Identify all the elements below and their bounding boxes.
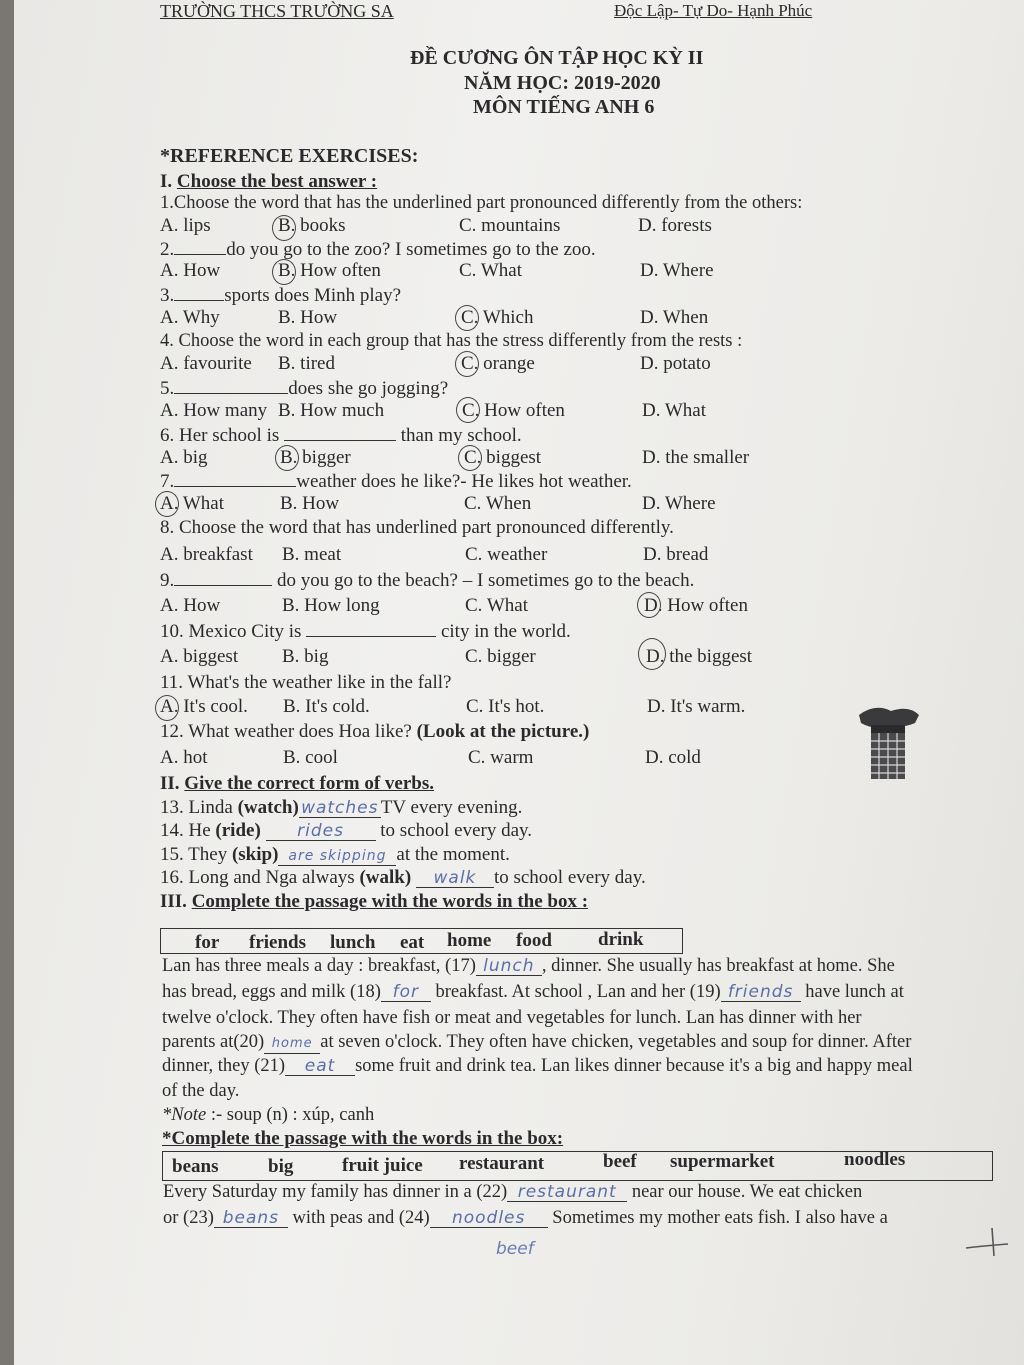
section-3-heading: III. Complete the passage with the words in the box :: [160, 891, 589, 912]
q11-option-c: C. It's hot.: [466, 696, 545, 717]
question-8: 8. Choose the word that has underlined part pronounced differently.: [160, 517, 674, 538]
q7-option-b: B. How: [280, 493, 340, 514]
q8-option-b: B. meat: [282, 544, 342, 565]
answer-23: beans: [214, 1209, 288, 1228]
section-1-heading: I. Choose the best answer :: [160, 171, 378, 192]
q1-option-a: A. lips: [160, 215, 211, 236]
q6-option-a: A. big: [160, 447, 208, 468]
q10-option-c: C. bigger: [465, 646, 536, 667]
question-13: 13. Linda (watch) watches TV every evening.: [160, 797, 523, 818]
box2-word: fruit juice: [342, 1155, 423, 1176]
q4-option-d: D. potato: [640, 353, 711, 374]
box1-word: drink: [598, 929, 644, 950]
q3-option-c: C. Which: [461, 307, 534, 328]
cold-weather-picture: [855, 703, 923, 781]
q12-option-c: C. warm: [468, 747, 534, 768]
q9-answer-mark: [637, 592, 661, 618]
q4-option-c: C. orange: [461, 353, 535, 374]
q6-option-b: B. bigger: [280, 447, 351, 468]
q10-answer-mark: [638, 638, 666, 670]
box1-word: friends: [249, 932, 306, 953]
school-year: NĂM HỌC: 2019-2020: [464, 72, 661, 94]
q8-option-d: D. bread: [643, 544, 709, 565]
q10-option-a: A. biggest: [160, 646, 239, 667]
q10-option-b: B. big: [282, 646, 329, 667]
box2-word: beans: [172, 1156, 219, 1177]
box1-word: home: [447, 930, 492, 951]
document-title: ĐỀ CƯƠNG ÔN TẬP HỌC KỲ II: [410, 47, 704, 69]
q5-option-a: A. How many: [160, 400, 268, 421]
q12-option-a: A. hot: [160, 747, 208, 768]
q15-answer: are skipping: [278, 847, 396, 866]
answer-20: home: [264, 1035, 320, 1054]
box2-word: big: [268, 1156, 294, 1177]
passage-2-line: Every Saturday my family has dinner in a (22) restaurant near our house. We eat chicken: [163, 1182, 863, 1202]
q7-answer-mark: [155, 491, 179, 517]
q4-answer-mark: [455, 351, 479, 377]
q9-option-d: D. How often: [644, 595, 748, 616]
section-2-heading: II. Give the correct form of verbs.: [160, 773, 435, 794]
answer-22: restaurant: [507, 1183, 627, 1202]
question-7: 7. weather does he like?- He likes hot weather.: [160, 471, 632, 492]
box2-word: beef: [603, 1151, 637, 1172]
q11-option-a: A. It's cool.: [160, 696, 248, 717]
passage-1-line: parents at(20) home at seven o'clock. They often have chicken, vegetables and soup for dinner. After: [162, 1032, 912, 1052]
q16-answer: walk: [416, 869, 494, 888]
box2-word: restaurant: [459, 1153, 545, 1174]
q3-answer-mark: [455, 305, 479, 331]
box1-word: food: [516, 930, 552, 951]
q9-option-c: C. What: [465, 595, 528, 616]
question-5: 5. does she go jogging?: [160, 378, 449, 399]
q1-option-b: B. books: [278, 215, 346, 236]
reference-heading: *REFERENCE EXERCISES:: [160, 145, 419, 167]
question-15: 15. They (skip) are skipping at the moment.: [160, 844, 510, 865]
q1-option-c: C. mountains: [459, 215, 561, 236]
passage-1-line: of the day.: [162, 1081, 240, 1101]
answer-19: friends: [721, 983, 801, 1002]
q5-answer-mark: [456, 397, 480, 423]
question-12: 12. What weather does Hoa like? (Look at the picture.): [160, 721, 590, 742]
school-name: TRƯỜNG THCS TRƯỜNG SA: [160, 1, 394, 21]
answer-17: lunch: [476, 957, 542, 976]
box2-word: supermarket: [670, 1151, 775, 1172]
answer-24: noodles: [430, 1209, 548, 1228]
question-10: 10. Mexico City is city in the world.: [160, 621, 571, 642]
q12-option-b: B. cool: [283, 747, 338, 768]
q1-option-d: D. forests: [638, 215, 712, 236]
national-motto: Độc Lập- Tự Do- Hạnh Phúc: [614, 1, 813, 20]
q4-option-a: A. favourite: [160, 353, 252, 374]
q11-answer-mark: [155, 695, 179, 721]
box2-word: noodles: [844, 1149, 906, 1170]
question-6: 6. Her school is than my school.: [160, 425, 522, 446]
box1-word: eat: [400, 932, 425, 953]
handwritten-note: beef: [496, 1239, 534, 1259]
section-4-heading: *Complete the passage with the words in the box:: [162, 1128, 564, 1149]
subject: MÔN TIẾNG ANH 6: [473, 96, 655, 118]
q5-option-b: B. How much: [278, 400, 385, 421]
q2-option-b: B. How often: [278, 260, 381, 281]
question-1: 1.Choose the word that has the underlined part pronounced differently from the others:: [160, 193, 803, 213]
passage-1-line: has bread, eggs and milk (18) for breakfast. At school , Lan and her (19) friends have lunch at: [162, 982, 904, 1002]
question-4: 4. Choose the word in each group that has the stress differently from the rests :: [160, 331, 743, 351]
q3-option-a: A. Why: [160, 307, 220, 328]
vocab-note: *Note :- soup (n) : xúp, canh: [162, 1105, 375, 1125]
q12-option-d: D. cold: [645, 747, 701, 768]
question-3: 3. sports does Minh play?: [160, 285, 402, 306]
box1-word: for: [195, 932, 220, 953]
q2-answer-mark: [272, 259, 296, 285]
q6-answer-mark-c: [458, 445, 482, 471]
q5-option-c: C. How often: [462, 400, 565, 421]
q2-option-a: A. How: [160, 260, 221, 281]
q7-option-d: D. Where: [642, 493, 716, 514]
answer-18: for: [381, 983, 431, 1002]
q6-option-c: C. biggest: [464, 447, 542, 468]
q14-answer: rides: [266, 822, 376, 841]
q5-option-d: D. What: [642, 400, 707, 421]
passage-1-line: Lan has three meals a day : breakfast, (17) lunch , dinner. She usually has breakfast at home. She: [162, 956, 895, 976]
q7-option-a: A. What: [160, 493, 225, 514]
passage-2-line: or (23) beans with peas and (24) noodles Sometimes my mother eats fish. I also have a: [163, 1208, 888, 1228]
question-14: 14. He (ride) rides to school every day.: [160, 820, 533, 841]
pen-mark: [962, 1222, 1012, 1262]
q3-option-b: B. How: [278, 307, 338, 328]
question-9: 9. do you go to the beach? – I sometimes go to the beach.: [160, 570, 695, 591]
q8-option-c: C. weather: [465, 544, 548, 565]
q2-option-d: D. Where: [640, 260, 714, 281]
answer-21: eat: [285, 1057, 355, 1076]
q11-option-d: D. It's warm.: [647, 696, 746, 717]
q4-option-b: B. tired: [278, 353, 335, 374]
q6-answer-mark-b: [275, 445, 299, 471]
q10-option-d: D. the biggest: [646, 646, 753, 667]
q6-option-d: D. the smaller: [642, 447, 750, 468]
passage-1-line: dinner, they (21) eat some fruit and drink tea. Lan likes dinner because it's a big and happy meal: [162, 1056, 913, 1076]
question-2: 2. do you go to the zoo? I sometimes go to the zoo.: [160, 239, 596, 260]
question-11: 11. What's the weather like in the fall?: [160, 672, 452, 693]
passage-1-line: twelve o'clock. They often have fish or meat and vegetables for lunch. Lan has dinner with her: [162, 1008, 862, 1028]
q7-option-c: C. When: [464, 493, 532, 514]
q8-option-a: A. breakfast: [160, 544, 253, 565]
q3-option-d: D. When: [640, 307, 709, 328]
q9-option-a: A. How: [160, 595, 221, 616]
q2-option-c: C. What: [459, 260, 522, 281]
q13-answer: watches: [299, 799, 381, 818]
q11-option-b: B. It's cold.: [283, 696, 370, 717]
box1-word: lunch: [330, 932, 376, 953]
question-16: 16. Long and Nga always (walk) walk to school every day.: [160, 867, 646, 888]
q9-option-b: B. How long: [282, 595, 380, 616]
